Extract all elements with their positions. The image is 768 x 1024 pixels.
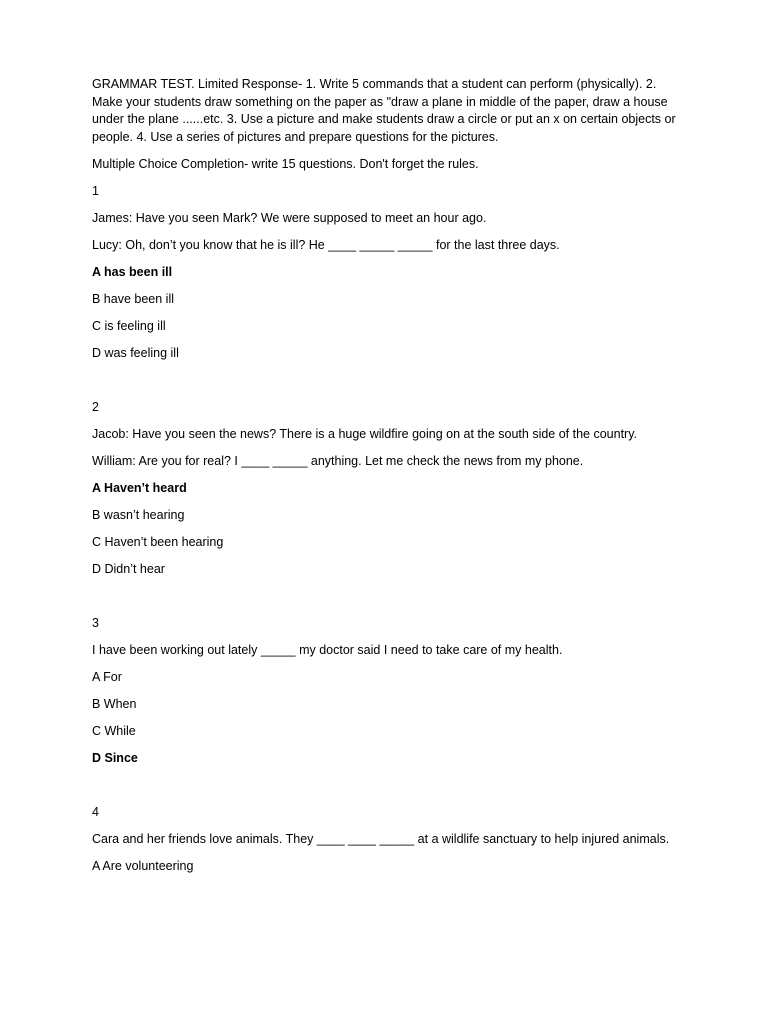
section-spacer (92, 372, 677, 399)
question-3 (92, 615, 677, 768)
question-line: Lucy: Oh, don’t you know that he is ill? He ____ _____ _____ for the last three days. (92, 238, 560, 252)
question-1 (92, 183, 677, 363)
question-line: James: Have you seen Mark? We were supposed to meet an hour ago. (92, 211, 487, 225)
answer-option: A Haven’t heard (92, 481, 187, 495)
answer-option: D was feeling ill (92, 346, 179, 360)
question-number: 2 (92, 400, 99, 414)
answer-option: A has been ill (92, 265, 173, 279)
answer-option: D Since (92, 751, 138, 765)
answer-option: C is feeling ill (92, 319, 166, 333)
question-line: I have been working out lately _____ my doctor said I need to take care of my health. (92, 643, 563, 657)
question-line: William: Are you for real? I ____ _____ anything. Let me check the news from my phone. (92, 454, 584, 468)
answer-option: B have been ill (92, 292, 175, 306)
question-2 (92, 399, 677, 579)
answer-option: C Haven’t been hearing (92, 535, 224, 549)
question-number: 3 (92, 616, 99, 630)
answer-option: A Are volunteering (92, 859, 194, 873)
answer-option: C While (92, 724, 136, 738)
question-4 (92, 804, 677, 876)
intro-paragraph-mcq-rule: Multiple Choice Completion- write 15 questions. Don't forget the rules. (92, 156, 479, 171)
question-number: 1 (92, 184, 99, 198)
intro-paragraph-instructions: GRAMMAR TEST. Limited Response- 1. Write 5 commands that a student can perform (physically). 2. Make your students draw something on the paper as "draw a plane in middle of the paper, draw a house under the plane ......etc. 3. Use a picture and make students draw a circle or put an x on certain objects or people. 4. Use a series of pictures and prepare questions for the pictures. (92, 77, 676, 144)
document-page (92, 76, 677, 885)
question-number: 4 (92, 805, 99, 819)
question-line: Cara and her friends love animals. They ____ ____ _____ at a wildlife sanctuary to help injured animals. (92, 832, 670, 846)
answer-option: B wasn’t hearing (92, 508, 185, 522)
section-spacer (92, 588, 677, 615)
section-spacer (92, 777, 677, 804)
question-line: Jacob: Have you seen the news? There is a huge wildfire going on at the south side of the country. (92, 427, 638, 441)
answer-option: B When (92, 697, 137, 711)
answer-option: A For (92, 670, 122, 684)
answer-option: D Didn’t hear (92, 562, 165, 576)
